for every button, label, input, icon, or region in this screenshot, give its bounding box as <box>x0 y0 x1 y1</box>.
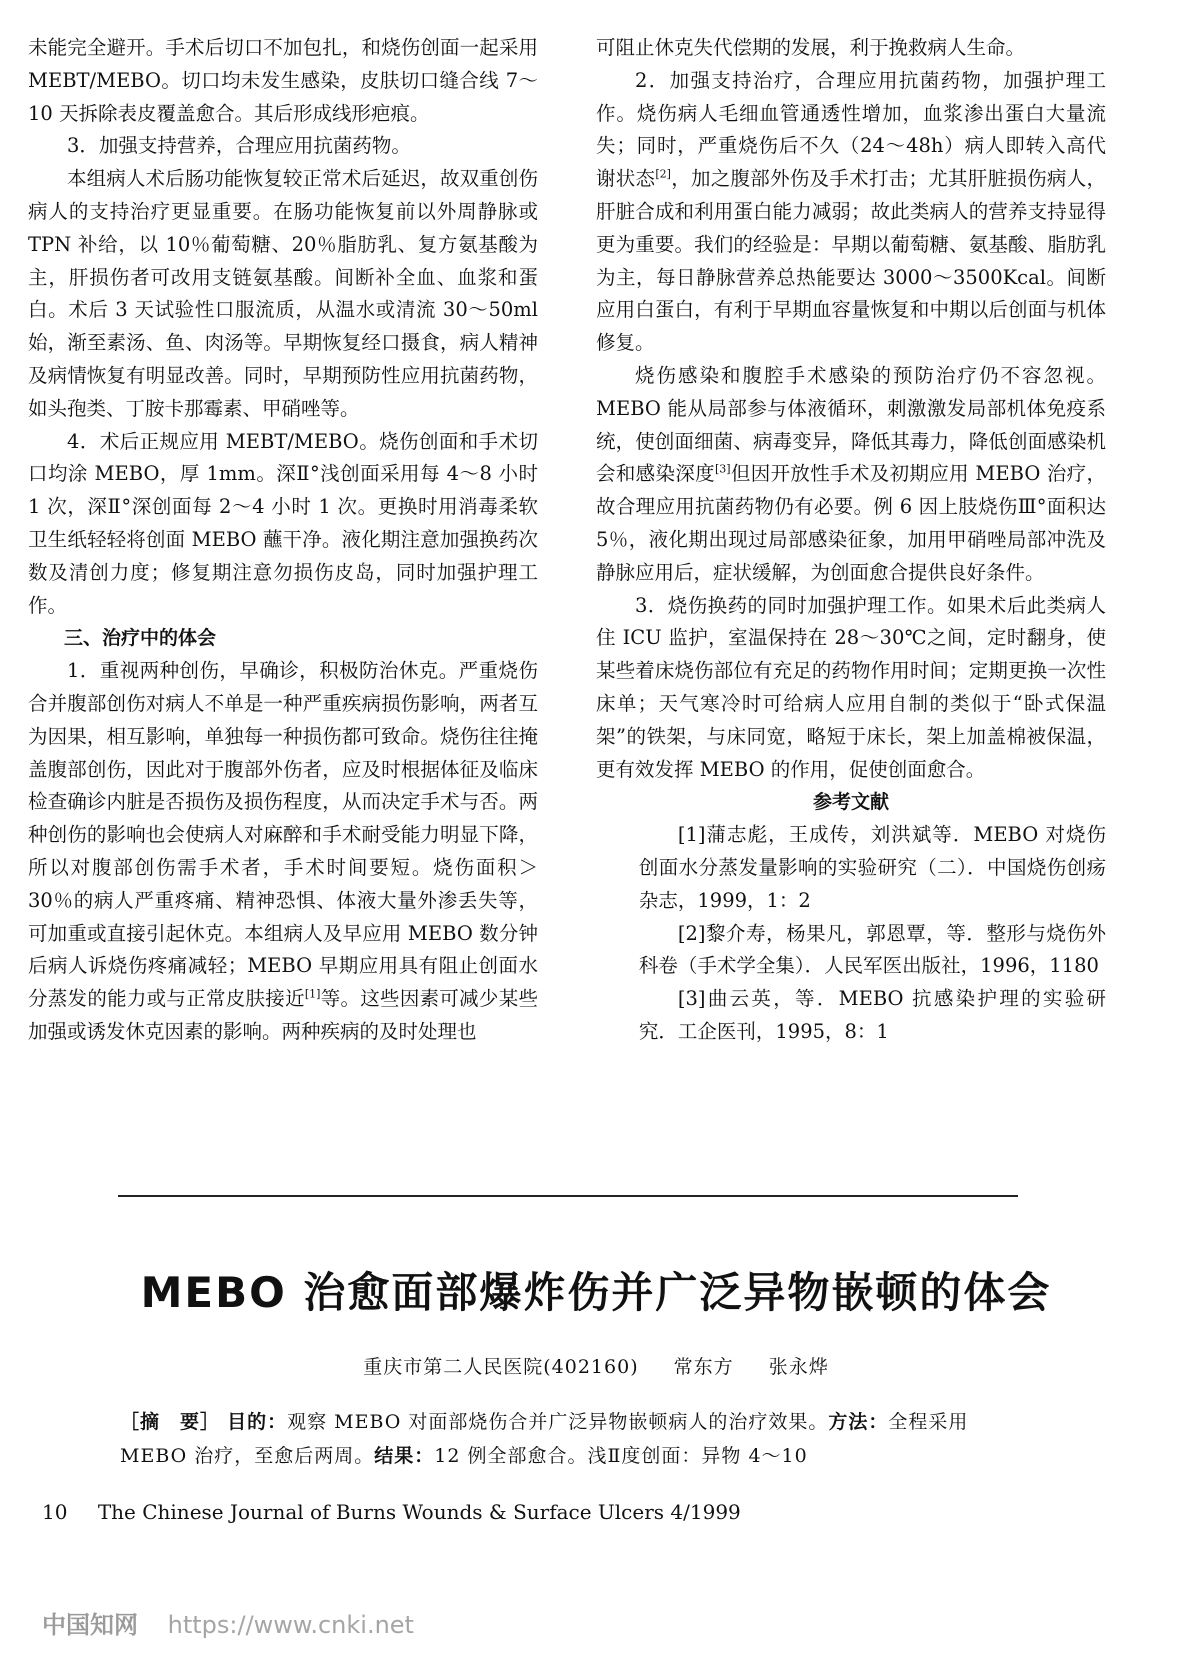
section-heading: 三、治疗中的体会 <box>64 627 217 650</box>
abstract-result-label: 结果： <box>374 1445 435 1467</box>
reference-item: [2]黎介寿，杨果凡，郭恩覃，等．整形与烧伤外科卷（手术学全集）．人民军医出版社，1996，1180 <box>638 921 1106 978</box>
abstract-purpose: 观察 MEBO 对面部烧伤合并广泛异物嵌顿病人的治疗效果。 <box>287 1411 829 1433</box>
reference-item: [1]蒲志彪，王成传，刘洪斌等．MEBO 对烧伤创面水分蒸发量影响的实验研究（二）．中国烧伤创疡杂志，1999，1：2 <box>638 823 1106 912</box>
citation: [2] <box>655 167 671 181</box>
watermark-url[interactable]: https://www.cnki.net <box>167 1611 414 1639</box>
abstract-label: ［摘 要］ <box>120 1411 221 1433</box>
paragraph: 3．烧伤换药的同时加强护理工作。如果术后此类病人住 ICU 监护，室温保持在 28～30℃之间，定时翻身，使某些着床烧伤部位有充足的药物作用时间；定期更换一次性床单；天气寒冷时可给病人应用自制的类似于“卧式保温架”的铁架，与床同宽，略短于床长，架上加盖棉被保温，更有效发挥 MEBO 的作用，促使创面愈合。 <box>596 593 1106 781</box>
page-footer <box>42 1500 741 1524</box>
page-number: 10 <box>42 1500 68 1524</box>
citation: [1] <box>304 987 321 1001</box>
affiliation: 重庆市第二人民医院(402160) <box>363 1356 639 1378</box>
abstract <box>120 1405 1000 1473</box>
paragraph: 3．加强支持营养，合理应用抗菌药物。 <box>67 134 411 158</box>
author-name: 张永烨 <box>768 1356 829 1378</box>
paragraph <box>596 360 1106 590</box>
paragraph: 本组病人术后肠功能恢复较正常术后延迟，故双重创伤病人的支持治疗更显重要。在肠功能恢复前以外周静脉或 TPN 补给，以 10％葡萄糖、20％脂肪乳、复方氨基酸为主，肝损伤者可改用支链氨基酸。间断补全血、血浆和蛋白。术后 3 天试验性口服流质，从温水或清流 30～50ml 始，渐至素汤、鱼、肉汤等。早期恢复经口摄食，病人精神及病情恢复有明显改善。同时，早期预防性应用抗菌药物，如头孢类、丁胺卡那霉素、甲硝唑等。 <box>28 167 538 420</box>
references-heading: 参考文献 <box>812 791 889 814</box>
watermark <box>42 1605 414 1640</box>
paragraph-text: 等。这些因素可减少某些加强或诱发休克因素的影响。两种疾病的及时处理也 <box>28 987 538 1043</box>
right-column <box>596 32 1106 1049</box>
abstract-purpose-label: 目的： <box>227 1411 288 1433</box>
abstract-result: 12 例全部愈合。浅Ⅱ度创面：异物 4～10 <box>434 1445 808 1467</box>
paragraph: 可阻止休克失代偿期的发展，利于挽救病人生命。 <box>596 36 1026 59</box>
affiliation-line <box>0 1352 1192 1379</box>
abstract-method-label: 方法： <box>828 1411 889 1433</box>
article-title: MEBO 治愈面部爆炸伤并广泛异物嵌顿的体会 <box>140 1268 1052 1317</box>
citation: [3] <box>715 462 731 476</box>
section-divider <box>118 1195 1018 1197</box>
paragraph <box>28 655 538 1049</box>
paragraph: 4．术后正规应用 MEBT/MEBO。烧伤创面和手术切口均涂 MEBO，厚 1mm。深Ⅱ°浅创面采用每 4～8 小时 1 次，深Ⅱ°深创面每 2～4 小时 1 次。更换时用消毒柔软卫生纸轻轻将创面 MEBO 蘸干净。液化期注意加强换药次数及清创力度；修复期注意勿损伤皮岛，同时加强护理工作。 <box>28 429 538 617</box>
paragraph-text: ，加之腹部外伤及手术打击；尤其肝脏损伤病人，肝脏合成和利用蛋白能力减弱；故此类病人的营养支持显得更为重要。我们的经验是：早期以葡萄糖、氨基酸、脂肪乳为主，每日静脉营养总热能要达 3000～3500Kcal。间断应用白蛋白，有利于早期血容量恢复和中期以后创面与机体修复。 <box>596 167 1106 355</box>
left-column <box>28 32 538 1049</box>
paragraph-text: 1．重视两种创伤，早确诊，积极防治休克。严重烧伤合并腹部创伤对病人不单是一种严重疾病损伤影响，两者互为因果，相互影响，单独每一种损伤都可致命。烧伤往往掩盖腹部创伤，因此对于腹部外伤者，应及时根据体征及临床检查确诊内脏是否损伤及损伤程度，从而决定手术与否。两种创伤的影响也会使病人对麻醉和手术耐受能力明显下降，所以对腹部创伤需手术者，手术时间要短。烧伤面积＞30％的病人严重疼痛、精神恐惧、体液大量外渗丢失等，可加重或直接引起休克。本组病人及早应用 MEBO 数分钟后病人诉烧伤疼痛减轻；MEBO 早期应用具有阻止创面水分蒸发的能力或与正常皮肤接近 <box>28 659 538 1011</box>
paragraph-text: 烧伤感染和腹腔手术感染的预防治疗仍不容忽视。MEBO 能从局部参与体液循环，刺激激发局部机体免疫系统，使创面细菌、病毒变异，降低其毒力，降低创面感染机会和感染深度 <box>596 363 1106 486</box>
paragraph-text: 但因开放性手术及初期应用 MEBO 治疗，故合理应用抗菌药物仍有必要。例 6 因上肢烧伤Ⅲ°面积达 5％，液化期出现过局部感染征象，加用甲硝唑局部冲洗及静脉应用后，症状缓解，为创面愈合提供良好条件。 <box>596 462 1106 584</box>
abstract-method: 全程采用 MEBO 治疗，至愈后两周。 <box>120 1411 969 1467</box>
paragraph: 未能完全避开。手术后切口不加包扎，和烧伤创面一起采用 MEBT/MEBO。切口均未发生感染，皮肤切口缝合线 7～10 天拆除表皮覆盖愈合。其后形成线形疤痕。 <box>28 36 538 125</box>
author-name: 常东方 <box>673 1356 734 1378</box>
reference-item: [3]曲云英，等．MEBO 抗感染护理的实验研究．工企医刊，1995，8：1 <box>638 987 1106 1043</box>
paragraph-text: 2．加强支持治疗，合理应用抗菌药物，加强护理工作。烧伤病人毛细血管通透性增加，血浆渗出蛋白大量流失；同时，严重烧伤后不久（24～48h）病人即转入高代谢状态 <box>596 68 1106 191</box>
journal-name: The Chinese Journal of Burns Wounds & Surface Ulcers 4/1999 <box>97 1500 741 1524</box>
paragraph <box>596 65 1106 360</box>
watermark-logo: 中国知网 <box>42 1611 138 1639</box>
